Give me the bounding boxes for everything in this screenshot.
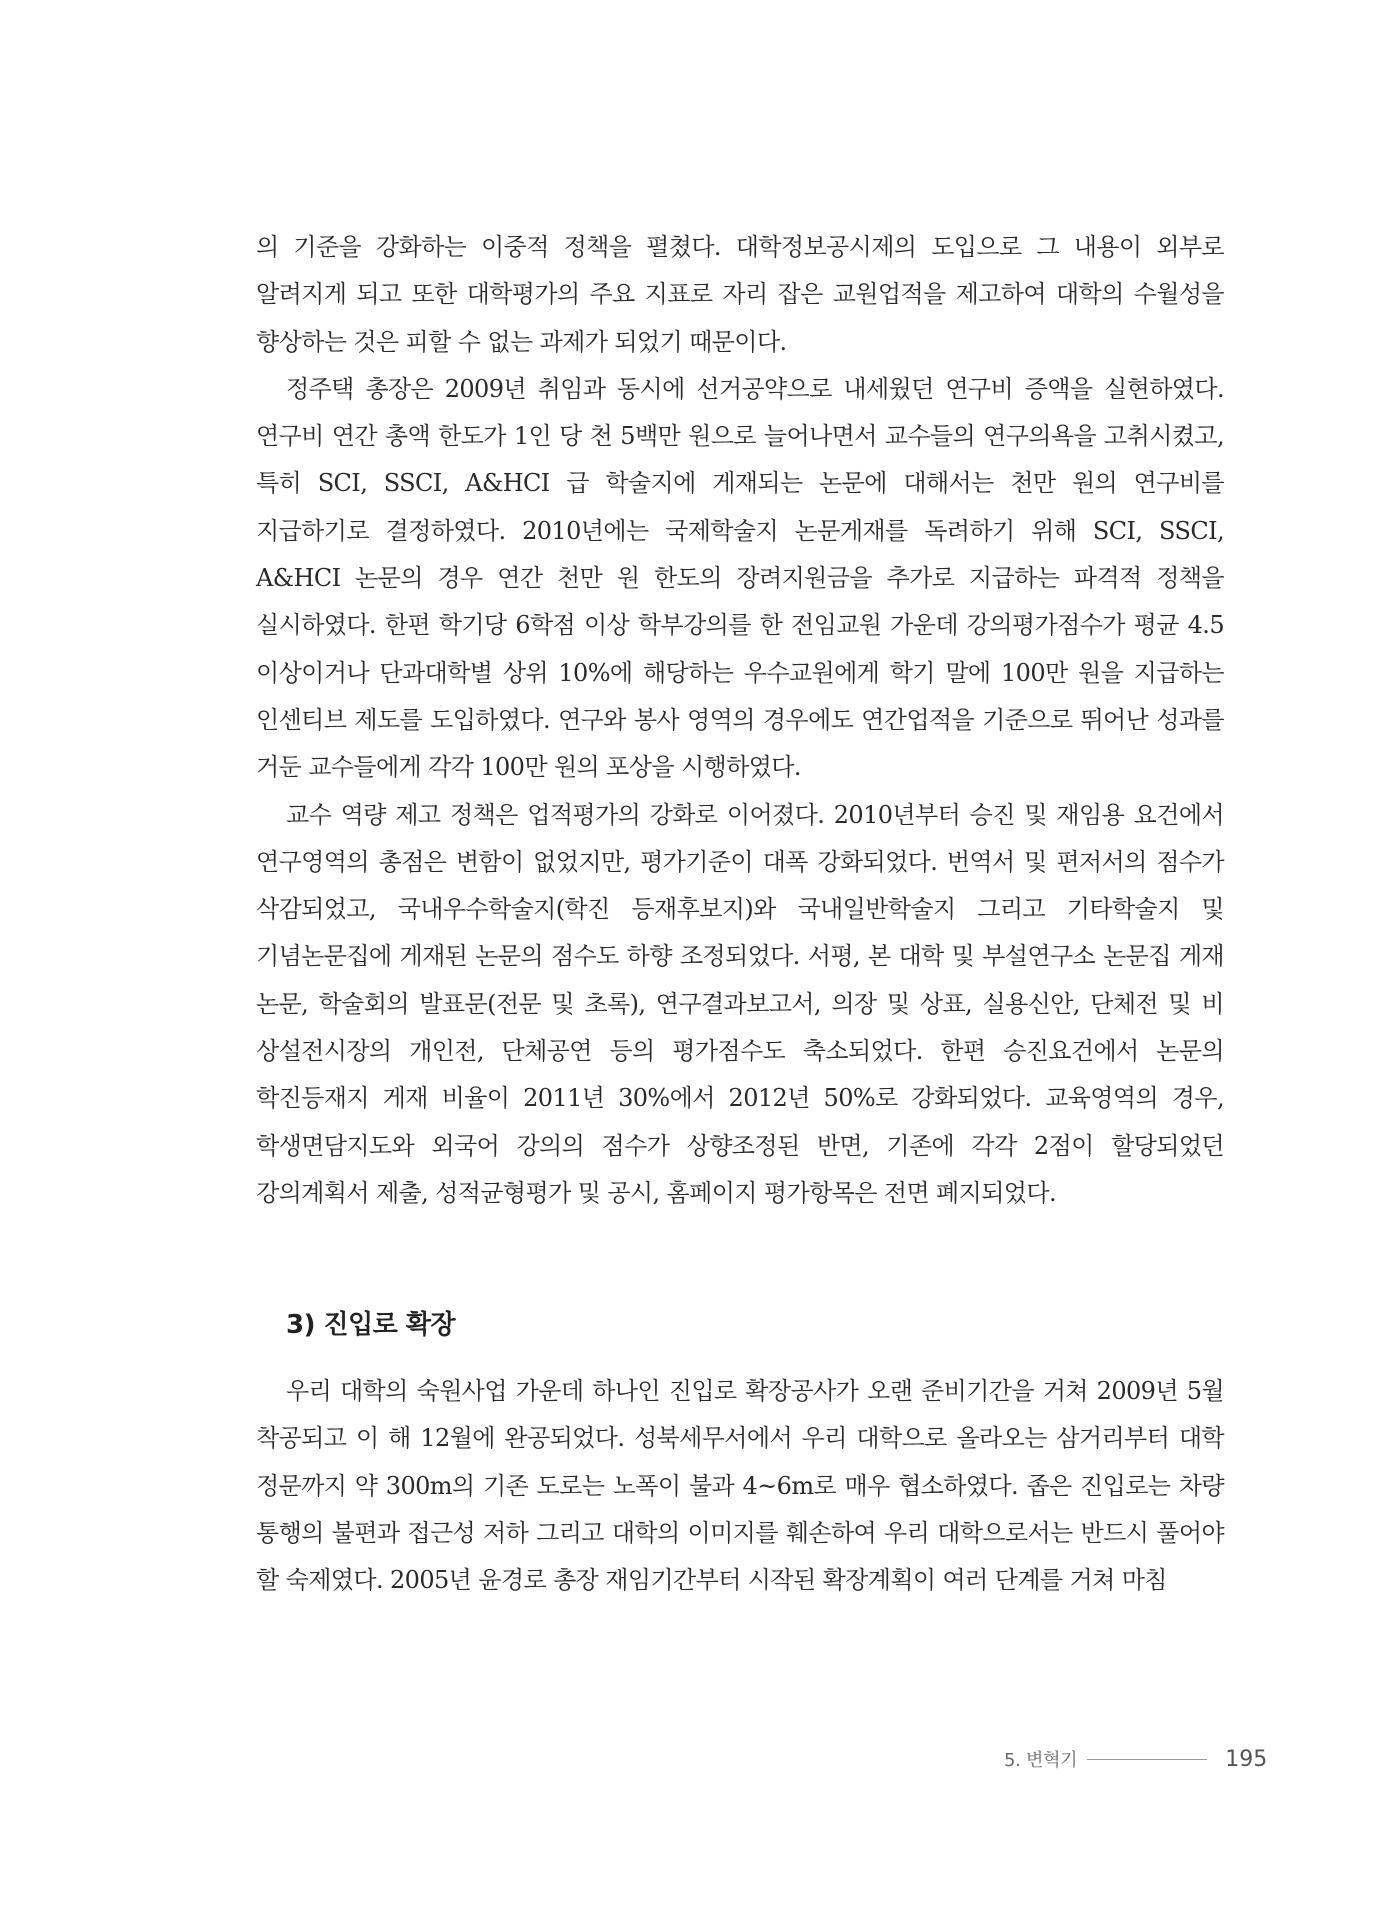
paragraph-research-funding: 정주택 총장은 2009년 취임과 동시에 선거공약으로 내세웠던 연구비 증액을 실현하였다. 연구비 연간 총액 한도가 1인 당 천 5백만 원으로 늘어나면서 교수들의 연구의욕을 고취시켰고, 특히 SCI, SSCI, A&HCI 급 학술지에 게재되는 논문에 대해서는 천만 원의 연구비를 지급하기로 결정하였다. 2010년에는 국제학술지 논문게재를 독려하기 위해 SCI, SSCI, A&HCI 논문의 경우 연간 천만 원 한도의 장려지원금을 추가로 지급하는 파격적 정책을 실시하였다. 한편 학기당 6학점 이상 학부강의를 한 전임교원 가운데 강의평가점수가 평균 4.5 이상이거나 단과대학별 상위 10%에 해당하는 우수교원에게 학기 말에 100만 원을 지급하는 인센티브 제도를 도입하였다. 연구와 봉사 영역의 경우에도 연간업적을 기준으로 뛰어난 성과를 거둔 교수들에게 각각 100만 원의 포상을 시행하였다. [256,374,1224,782]
paragraph-performance-evaluation: 교수 역량 제고 정책은 업적평가의 강화로 이어졌다. 2010년부터 승진 및 재임용 요건에서 연구영역의 총점은 변함이 없었지만, 평가기준이 대폭 강화되었다. 번역서 및 편저서의 점수가 삭감되었고, 국내우수학술지(학진 등재후보지)와 국내일반학술지 그리고 기타학술지 및 기념논문집에 게재된 논문의 점수도 하향 조정되었다. 서평, 본 대학 및 부설연구소 논문집 게재 논문, 학술회의 발표문(전문 및 초록), 연구결과보고서, 의장 및 상표, 실용신안, 단체전 및 비 상설전시장의 개인전, 단체공연 등의 평가점수도 축소되었다. 한편 승진요건에서 논문의 학진등재지 게재 비율이 2011년 30%에서 2012년 50%로 강화되었다. 교육영역의 경우, 학생면담지도와 외국어 강의의 점수가 상향조정된 반면, 기존에 각각 2점이 할당되었던 강의계획서 제출, 성적균형평가 및 공시, 홈페이지 평가항목은 전면 폐지되었다. [256,800,1224,1207]
page-footer [1004,1744,1267,1774]
section-heading: 3) 진입로 확장 [286,1310,456,1340]
footer-divider [1087,1759,1207,1760]
body-text-top [256,224,1224,1217]
paragraph-road-expansion: 우리 대학의 숙원사업 가운데 하나인 진입로 확장공사가 오랜 준비기간을 거쳐 2009년 5월 착공되고 이 해 12월에 완공되었다. 성북세무서에서 우리 대학으로 올라오는 삼거리부터 대학 정문까지 약 300m의 기존 도로는 노폭이 불과 4~6m로 매우 협소하였다. 좁은 진입로는 차량 통행의 불편과 접근성 저하 그리고 대학의 이미지를 훼손하여 우리 대학으로서는 반드시 풀어야 할 숙제였다. 2005년 윤경로 총장 재임기간부터 시작된 확장계획이 여러 단계를 거쳐 마침 [256,1377,1224,1595]
page-number: 195 [1225,1746,1268,1772]
body-text-section [256,1368,1224,1604]
footer-chapter-title: 5. 변혁기 [1004,1750,1078,1771]
paragraph-continued: 의 기준을 강화하는 이중적 정책을 펼쳤다. 대학정보공시제의 도입으로 그 내용이 외부로 알려지게 되고 또한 대학평가의 주요 지표로 자리 잡은 교원업적을 제고하여 대학의 수월성을 향상하는 것은 피할 수 없는 과제가 되었기 때문이다. [256,233,1224,356]
